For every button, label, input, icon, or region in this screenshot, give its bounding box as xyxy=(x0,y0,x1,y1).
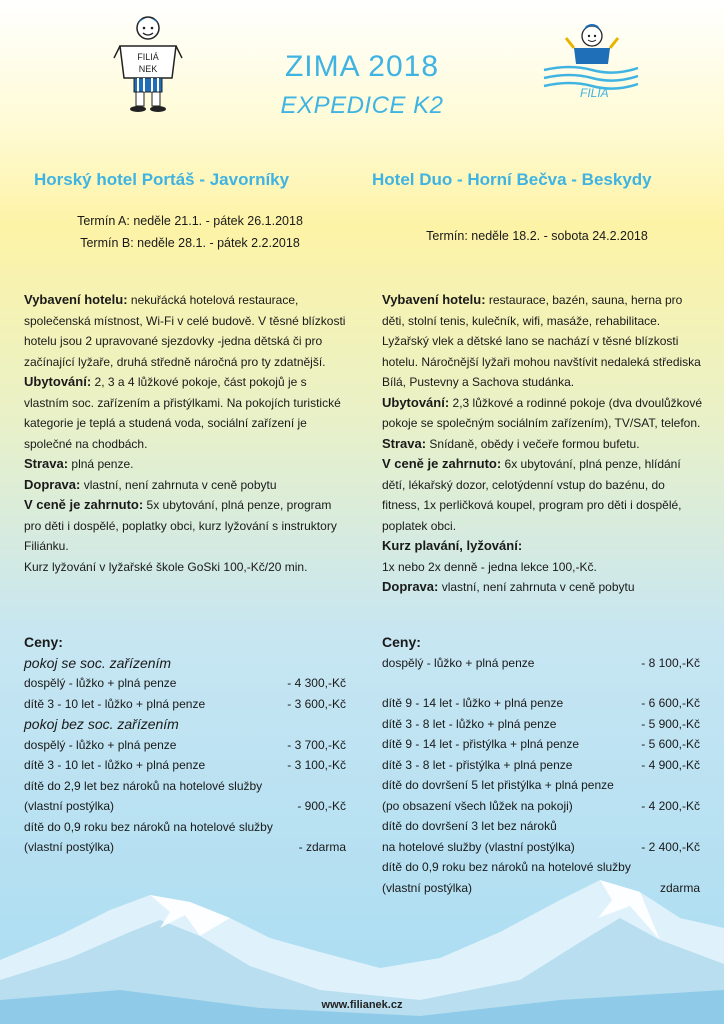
price-row xyxy=(24,673,346,694)
filianek-logo xyxy=(112,14,184,114)
right-hotel-title: Hotel Duo - Horní Bečva - Beskydy xyxy=(372,170,652,189)
left-strava: Strava: plná penze. xyxy=(24,456,134,471)
left-vybaveni: Vybavení hotelu: nekuřácká hotelová restaurace, společenská místnost, Wi-Fi v celé budově. V těsné blízkosti hotelu jsou 2 upravované sjezdovky -jedna dětská či pro začínající lyžaře, druhá středně náročná pro ty zdatnější. xyxy=(24,292,346,369)
price-row-price: - 5 600,-Kč xyxy=(641,737,700,751)
right-strava: Strava: Snídaně, obědy i večeře formou bufetu. xyxy=(382,435,640,451)
price-row-label: na hotelové služby (vlastní postýlka) xyxy=(382,839,575,854)
right-ubytovani: Ubytování: 2,3 lůžkové a rodinné pokoje (dva dvoulůžkové pokoje se společným sociálním zařízením), TV/SAT, telefon. xyxy=(382,394,703,430)
right-cena: V ceně je zahrnuto: 6x ubytování, plná penze, hlídání dětí, lékařský dozor, celotýdenní vstup do bazénu, do fitness, 1x perličková koupel, program pro děti i dospělé, poplatek obci. xyxy=(382,456,682,533)
price-row xyxy=(382,857,700,878)
left-kurz: Kurz lyžování v lyžařské škole GoSki 100,-Kč/20 min. xyxy=(24,559,308,574)
price-row-price: - 5 900,-Kč xyxy=(641,716,700,731)
price-row xyxy=(24,817,346,838)
price-row xyxy=(382,837,700,858)
price-row-price: - 4 900,-Kč xyxy=(641,757,700,772)
price-row-price: - 6 600,-Kč xyxy=(641,696,700,710)
price-row-label: dítě 3 - 8 let - lůžko + plná penze xyxy=(382,716,557,731)
price-row-price: - 900,-Kč xyxy=(297,799,346,813)
price-row-label: dítě do 0,9 roku bez nároků na hotelové služby xyxy=(382,860,631,874)
left-category-1: pokoj se soc. zařízením xyxy=(24,654,172,671)
right-kurz-text: 1x nebo 2x denně - jedna lekce 100,-Kč. xyxy=(382,559,597,574)
price-row xyxy=(382,714,700,735)
price-row-label: dospělý - lůžko + plná penze xyxy=(24,676,177,690)
price-row-label: (vlastní postýlka) xyxy=(382,880,473,895)
left-ubytovani: Ubytování: 2, 3 a 4 lůžkové pokoje, část pokojů je s vlastním soc. zařízením a přistýlkami. Na pokojích turistické kategorie je teplá a studená voda, sociální zařízení je společné na chodbách. xyxy=(24,374,341,451)
price-row xyxy=(24,694,346,715)
left-ceny-title: Ceny: xyxy=(24,634,63,650)
price-row-label: (vlastní postýlka) xyxy=(24,799,115,813)
price-row xyxy=(24,735,346,756)
left-doprava: Doprava: vlastní, není zahrnuta v ceně pobytu xyxy=(24,476,277,492)
footer-url: www.filianek.cz xyxy=(321,999,403,1011)
svg-text:FILIÁ: FILIÁ xyxy=(137,52,159,62)
price-row-price: - 3 600,-Kč xyxy=(287,696,346,711)
price-row xyxy=(382,734,700,755)
left-cena: V ceně je zahrnuto: 5x ubytování, plná penze, program pro děti i dospělé, poplatky obci, kurz lyžování s instruktory Filiánku. xyxy=(24,497,337,553)
price-row-label: dítě do 0,9 roku bez nároků na hotelové služby xyxy=(24,819,273,834)
price-row xyxy=(24,776,346,797)
price-row-price: zdarma xyxy=(659,880,700,895)
price-row xyxy=(382,796,700,817)
price-row-label: dítě 9 - 14 let - přistýlka + plná penze xyxy=(382,737,580,751)
price-row-price: - 2 400,-Kč xyxy=(641,839,700,854)
price-row xyxy=(382,693,700,714)
left-term-a: Termín A: neděle 21.1. - pátek 26.1.2018 xyxy=(77,214,303,228)
price-row-label: dítě do dovršení 3 let bez nároků xyxy=(382,819,557,833)
price-row xyxy=(24,796,346,817)
price-row-label: dítě 3 - 8 let - přistýlka + plná penze xyxy=(382,757,573,772)
price-row xyxy=(24,837,346,858)
price-row xyxy=(24,755,346,776)
price-row-price: - 3 100,-Kč xyxy=(287,758,346,772)
price-row xyxy=(382,775,700,796)
filia-logo-text: FILIA xyxy=(580,86,609,100)
left-term-b: Termín B: neděle 28.1. - pátek 2.2.2018 xyxy=(80,236,300,250)
right-ceny-title: Ceny: xyxy=(382,634,421,650)
right-details xyxy=(382,290,702,598)
price-row xyxy=(382,755,700,776)
left-category-2: pokoj bez soc. zařízením xyxy=(24,716,179,732)
right-vybaveni: Vybavení hotelu: restaurace, bazén, sauna, herna pro děti, stolní tenis, kulečník, wifi, masáže, rehabilitace. Lyžařský vlek a dětské lano se nachází v těsné blízkosti hotelu. Náročnější lyžaři mohou navštívit nedaleká střediska Bílá, Pustevny a Sachova studánka. xyxy=(382,292,701,389)
right-prices xyxy=(382,632,700,898)
price-row-label: dítě do 2,9 let bez nároků na hotelové služby xyxy=(24,778,263,793)
price-row-label: dítě 3 - 10 let - lůžko + plná penze xyxy=(24,696,206,711)
right-term: Termín: neděle 18.2. - sobota 24.2.2018 xyxy=(426,229,648,243)
price-row-label: (po obsazení všech lůžek na pokoji) xyxy=(382,798,573,813)
price-row-label: dítě 3 - 10 let - lůžko + plná penze xyxy=(24,758,206,772)
right-price-adult: dospělý - lůžko + plná penze - 8 100,-Kč xyxy=(382,655,700,670)
price-row-price: - zdarma xyxy=(298,840,346,854)
price-row xyxy=(382,816,700,837)
price-row-price: - 4 200,-Kč xyxy=(641,798,700,813)
price-row-price: - 3 700,-Kč xyxy=(287,737,346,752)
price-row-label: dospělý - lůžko + plná penze xyxy=(24,737,177,752)
price-row-label: dítě do dovršení 5 let přistýlka + plná penze xyxy=(382,778,614,792)
left-prices xyxy=(24,632,346,858)
price-row-price: - 4 300,-Kč xyxy=(287,676,346,690)
left-hotel-title: Horský hotel Portáš - Javorníky xyxy=(34,170,290,189)
left-details xyxy=(24,290,350,577)
price-row-label: dítě 9 - 14 let - lůžko + plná penze xyxy=(382,696,564,710)
right-doprava: Doprava: vlastní, není zahrnuta v ceně pobytu xyxy=(382,579,635,594)
price-row-label: (vlastní postýlka) xyxy=(24,840,115,854)
poster-title: ZIMA 2018 xyxy=(284,50,440,83)
price-row xyxy=(382,878,700,899)
poster-subtitle: EXPEDICE K2 xyxy=(280,92,444,119)
svg-text:NEK: NEK xyxy=(138,64,158,74)
right-kurz-label: Kurz plavání, lyžování: xyxy=(382,538,523,553)
